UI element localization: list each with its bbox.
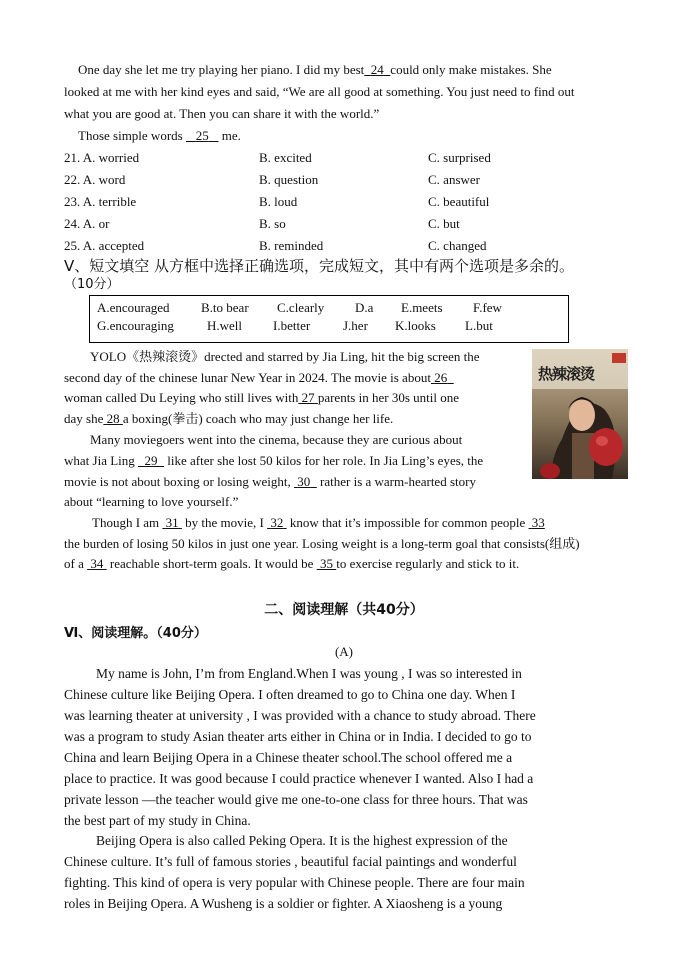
text: Those simple words	[78, 128, 183, 143]
option-c: C. surprised	[428, 150, 491, 165]
blank-number: 27	[301, 390, 315, 405]
movie-poster-image	[532, 349, 628, 479]
section-5-title: Ⅴ、短文填空 从方框中选择正确选项，完成短文，其中有两个选项是多余的。	[64, 257, 575, 275]
word-option: G.encouraging	[97, 318, 174, 333]
text: One day she let me try playing her piano. I did my best	[78, 62, 365, 77]
text: by the movie, I	[185, 515, 264, 530]
poster-title-art: 热辣滚烫	[538, 365, 595, 383]
cloze-line: Many moviegoers went into the cinema, because they are curious about	[90, 432, 463, 447]
blank-number: 28	[106, 411, 120, 426]
option-b: B. loud	[259, 194, 298, 209]
subsection-title: Ⅵ、阅读理解。（40分）	[64, 626, 207, 641]
cloze-line	[64, 556, 519, 572]
text: day she	[64, 411, 104, 426]
passage-line: was a program to study Asian theater arts either in China or in India. I decided to go to	[64, 729, 532, 744]
section-5-score: （10分）	[64, 277, 120, 292]
word-option: L.but	[465, 318, 493, 333]
cloze-line: the burden of losing 50 kilos in just one year. Losing weight is a long-term goal that consists(组成)	[64, 536, 580, 551]
passage-line: the best part of my study in China.	[64, 813, 251, 828]
blank-32	[267, 515, 287, 530]
paragraph-line: what you are good at. Then you can share it with the world.”	[64, 106, 380, 121]
option-a: 23. A. terrible	[64, 194, 137, 209]
cloze-line	[64, 453, 483, 469]
blank-33	[529, 515, 545, 530]
text: Though I am	[92, 515, 160, 530]
blank-29	[138, 453, 164, 468]
cloze-line: about “learning to love yourself.”	[64, 494, 239, 509]
section-title: 二、阅读理解（共40分）	[264, 602, 424, 618]
option-b: B. so	[259, 216, 286, 231]
option-a: 21. A. worried	[64, 150, 140, 165]
word-option: A.encouraged	[97, 300, 170, 315]
word-option: K.looks	[395, 318, 436, 333]
option-a: 22. A. word	[64, 172, 126, 187]
blank-number: 31	[165, 515, 179, 530]
blank-number: 33	[531, 515, 545, 530]
option-b: B. excited	[259, 150, 312, 165]
option-b: B. question	[259, 172, 319, 187]
paragraph-line: looked at me with her kind eyes and said, “We are all good at something. You just need to find out	[64, 84, 575, 99]
blank-number: 25	[195, 128, 209, 143]
text: woman called Du Leying who still lives with	[64, 390, 299, 405]
cloze-line: YOLO《热辣滚烫》drected and starred by Jia Ling, hit the big screen the	[90, 349, 480, 364]
passage-line: My name is John, I’m from England.When I was young , I was so interested in	[96, 666, 522, 681]
text: what Jia Ling	[64, 453, 135, 468]
text: like after she lost 50 kilos for her role. In Jia Ling’s eyes, the	[167, 453, 484, 468]
text: movie is not about boxing or losing weight,	[64, 474, 291, 489]
word-option: H.well	[207, 318, 243, 333]
text: rather is a warm-hearted story	[320, 474, 476, 489]
blank-25	[186, 128, 219, 143]
text: reachable short-term goals. It would be	[109, 556, 314, 571]
cloze-line	[64, 370, 454, 386]
blank-number: 30	[297, 474, 311, 489]
text: know that it’s impossible for common people	[289, 515, 526, 530]
text: of a	[64, 556, 84, 571]
passage-line: Chinese culture like Beijing Opera. I often dreamed to go to China one day. When I	[64, 687, 516, 702]
passage-line: China and learn Beijing Opera in a Chinese theater school.The school offered me a	[64, 750, 513, 765]
word-option: J.her	[343, 318, 368, 333]
blank-24	[364, 62, 390, 77]
passage-line: roles in Beijing Opera. A Wusheng is a soldier or fighter. A Xiaosheng is a young	[64, 896, 503, 911]
word-option: F.few	[473, 300, 502, 315]
passage-line: fighting. This kind of opera is very popular with Chinese people. There are four main	[64, 875, 525, 890]
option-c: C. beautiful	[428, 194, 490, 209]
blank-31	[162, 515, 182, 530]
option-b: B. reminded	[259, 238, 324, 253]
blank-27	[298, 390, 318, 405]
word-option: E.meets	[401, 300, 443, 315]
passage-line: was learning theater at university , I was provided with a chance to study abroad. There	[64, 708, 536, 723]
blank-34	[87, 556, 107, 571]
text: second day of the chinese lunar New Year in 2024. The movie is about	[64, 370, 431, 385]
option-a: 25. A. accepted	[64, 238, 145, 253]
blank-35	[317, 556, 337, 571]
blank-number: 34	[90, 556, 104, 571]
blank-number: 29	[144, 453, 158, 468]
cloze-line	[64, 474, 476, 490]
word-option: D.a	[355, 300, 374, 315]
passage-line: place to practice. It was good because I could practice whenever I wanted. Also I had a	[64, 771, 534, 786]
paragraph-line	[78, 62, 552, 78]
option-c: C. answer	[428, 172, 480, 187]
text: me.	[221, 128, 241, 143]
blank-26	[431, 370, 454, 385]
word-option: C.clearly	[277, 300, 325, 315]
passage-label: (A)	[334, 644, 354, 659]
cloze-line	[64, 411, 393, 427]
passage-line: Chinese culture. It’s full of famous stories , beautiful facial paintings and wonderful	[64, 854, 517, 869]
cloze-line	[92, 515, 545, 531]
word-box	[89, 295, 569, 343]
blank-30	[294, 474, 317, 489]
passage-line: Beijing Opera is also called Peking Opera. It is the highest expression of the	[96, 833, 508, 848]
text: could only make mistakes. She	[390, 62, 552, 77]
text: to exercise regularly and stick to it.	[336, 556, 520, 571]
word-option: I.better	[273, 318, 311, 333]
text: a boxing(拳击) coach who may just change her life.	[122, 411, 394, 426]
text: parents in her 30s until one	[317, 390, 459, 405]
blank-number: 32	[270, 515, 284, 530]
option-c: C. changed	[428, 238, 487, 253]
blank-number: 26	[434, 370, 448, 385]
passage-line: private lesson —the teacher would give me one-to-one class for three hours. That was	[64, 792, 528, 807]
paragraph-line	[78, 128, 241, 144]
cloze-line	[64, 390, 459, 406]
blank-28	[103, 411, 123, 426]
option-a: 24. A. or	[64, 216, 110, 231]
blank-number: 35	[319, 556, 333, 571]
word-option: B.to bear	[201, 300, 249, 315]
option-c: C. but	[428, 216, 460, 231]
blank-number: 24	[370, 62, 384, 77]
